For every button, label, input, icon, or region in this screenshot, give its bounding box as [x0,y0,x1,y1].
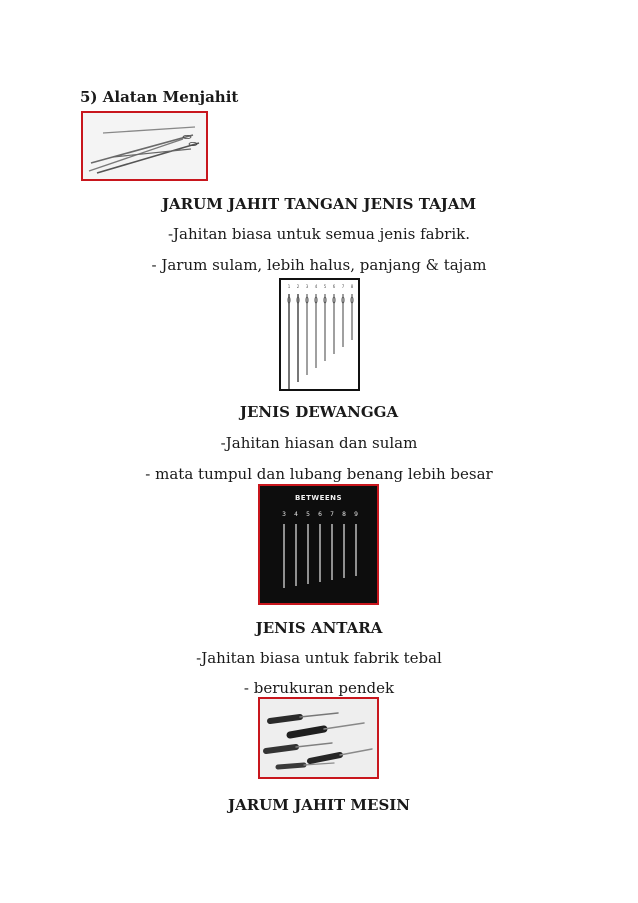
section-dewangga-line-2: - mata tumpul dan lubang benang lebih besar [145,465,493,483]
needle-size-chart-illustration [281,280,358,389]
needle-size-number: 7 [341,284,345,289]
needle-size-number: 5 [323,284,327,289]
hand-needles-photo [81,111,208,181]
needle-size-chart-photo [279,278,360,391]
machine-needles-photo [258,697,379,779]
section-sharps-line-1: -Jahitan biasa untuk semua jenis fabrik. [167,225,471,243]
section-title-dewangga: JENIS DEWANGGA [239,403,399,421]
section-heading: 5) Alatan Menjahit [80,88,239,106]
betweens-label: BETWEENS [294,494,343,502]
machine-needles-illustration [260,699,377,777]
section-sharps-line-2: - Jarum sulam, lebih halus, panjang & tajam [151,256,487,274]
section-antara-line-2: - berukuran pendek [243,679,395,697]
section-dewangga-line-1: -Jahitan hiasan dan sulam [220,434,418,452]
needle-size-number: 3 [305,284,309,289]
betweens-needles-photo [258,484,379,605]
needle-size-number: 4 [314,284,318,289]
section-title-sharps: JARUM JAHIT TANGAN JENIS TAJAM [161,195,477,213]
section-antara-line-1: -Jahitan biasa untuk fabrik tebal [196,649,442,667]
hand-needles-illustration [83,113,206,179]
betweens-size-number: 7 [330,511,334,518]
betweens-size-number: 9 [354,511,358,518]
betweens-size-number: 3 [282,511,286,518]
betweens-illustration [260,486,377,603]
betweens-size-number: 6 [318,511,322,518]
needle-size-number: 8 [350,284,354,289]
needle-size-number: 6 [332,284,336,289]
betweens-size-number: 5 [306,511,310,518]
section-title-machine: JARUM JAHIT MESIN [227,796,410,814]
betweens-size-number: 8 [342,511,346,518]
section-title-antara: JENIS ANTARA [255,619,383,637]
needle-size-number: 2 [296,284,300,289]
needle-size-number: 1 [287,284,291,289]
betweens-size-number: 4 [294,511,298,518]
